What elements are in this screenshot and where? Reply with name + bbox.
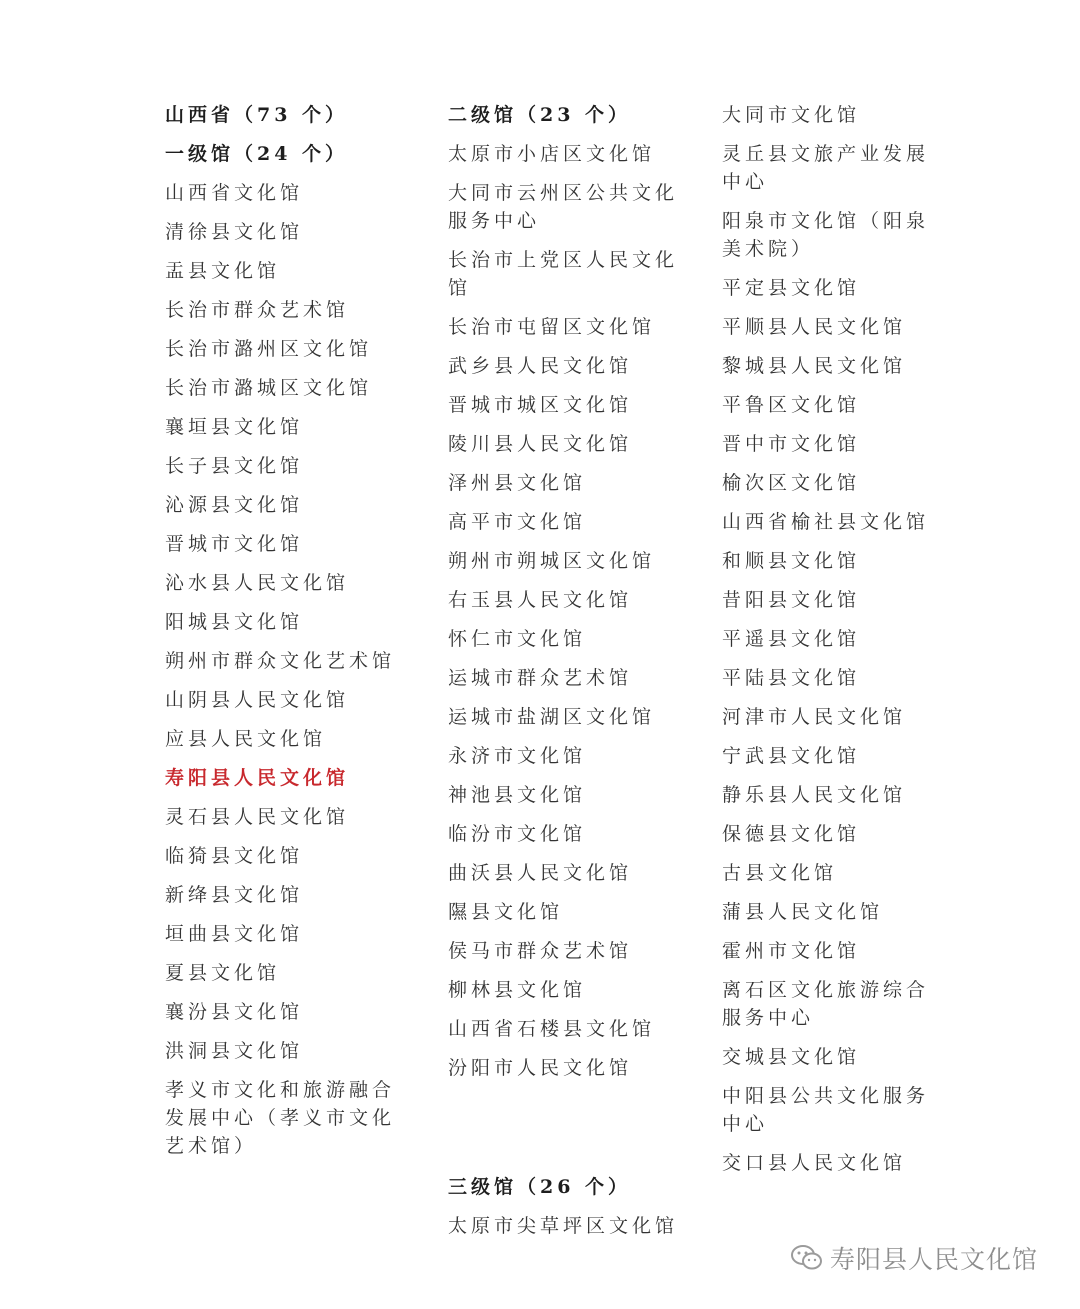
list-item: 平鲁区文化馆 <box>722 394 861 416</box>
list-item: 夏县文化馆 <box>165 962 281 984</box>
list-item: 山西省文化馆 <box>165 182 304 204</box>
list-item: 长子县文化馆 <box>165 455 304 477</box>
list-item: 孝义市文化和旅游融合发展中心（孝义市文化艺术馆） <box>165 1079 396 1157</box>
level2-list <box>448 140 678 1082</box>
list-item: 昔阳县文化馆 <box>722 589 861 611</box>
list-item: 交城县文化馆 <box>722 1046 861 1068</box>
list-item: 永济市文化馆 <box>448 745 587 767</box>
list-item: 阳泉市文化馆（阳泉美术院） <box>722 210 930 260</box>
list-item: 陵川县人民文化馆 <box>448 433 633 455</box>
level2-heading: 二级馆（23 个） <box>448 104 632 126</box>
list-item: 中阳县公共文化服务中心 <box>722 1085 930 1135</box>
wechat-icon <box>790 1243 824 1273</box>
list-item: 右玉县人民文化馆 <box>448 589 633 611</box>
list-item: 高平市文化馆 <box>448 511 587 533</box>
list-item: 晋城市文化馆 <box>165 533 304 555</box>
list-item: 运城市群众艺术馆 <box>448 667 633 689</box>
list-item: 晋中市文化馆 <box>722 433 861 455</box>
list-item: 交口县人民文化馆 <box>722 1152 907 1174</box>
list-item: 平定县文化馆 <box>722 277 861 299</box>
list-item: 临汾市文化馆 <box>448 823 587 845</box>
list-item: 晋城市城区文化馆 <box>448 394 633 416</box>
list-item: 山西省榆社县文化馆 <box>722 511 930 533</box>
list-item: 古县文化馆 <box>722 862 838 884</box>
list-item: 沁水县人民文化馆 <box>165 572 350 594</box>
level1-heading: 一级馆（24 个） <box>165 143 349 165</box>
level1-list <box>165 179 410 1160</box>
watermark-text: 寿阳县人民文化馆 <box>830 1245 1039 1274</box>
list-item: 和顺县文化馆 <box>722 550 861 572</box>
list-item: 隰县文化馆 <box>448 901 564 923</box>
list-item: 灵丘县文旅产业发展中心 <box>722 143 930 193</box>
list-item: 保德县文化馆 <box>722 823 861 845</box>
list-item: 大同市云州区公共文化服务中心 <box>448 182 679 232</box>
list-item: 泽州县文化馆 <box>448 472 587 494</box>
level2-list-continued <box>722 101 932 1177</box>
list-item: 神池县文化馆 <box>448 784 587 806</box>
list-item: 宁武县文化馆 <box>722 745 861 767</box>
province-heading: 山西省（73 个） <box>165 104 349 126</box>
list-item: 新绛县文化馆 <box>165 884 304 906</box>
list-item: 曲沃县人民文化馆 <box>448 862 633 884</box>
list-item: 侯马市群众艺术馆 <box>448 940 633 962</box>
list-item: 盂县文化馆 <box>165 260 281 282</box>
list-item: 灵石县人民文化馆 <box>165 806 350 828</box>
list-item: 太原市小店区文化馆 <box>448 143 656 165</box>
list-item: 蒲县人民文化馆 <box>722 901 884 923</box>
list-item: 大同市文化馆 <box>722 104 861 126</box>
list-item: 怀仁市文化馆 <box>448 628 587 650</box>
list-item: 襄汾县文化馆 <box>165 1001 304 1023</box>
list-item: 长治市潞城区文化馆 <box>165 377 373 399</box>
list-item: 武乡县人民文化馆 <box>448 355 633 377</box>
level3-list <box>448 1212 678 1240</box>
list-item: 榆次区文化馆 <box>722 472 861 494</box>
list-item: 长治市潞州区文化馆 <box>165 338 373 360</box>
list-item: 山西省石楼县文化馆 <box>448 1018 656 1040</box>
list-item: 长治市上党区人民文化馆 <box>448 249 679 299</box>
section-spacer <box>448 1093 678 1173</box>
list-item: 临猗县文化馆 <box>165 845 304 867</box>
list-item: 沁源县文化馆 <box>165 494 304 516</box>
list-item: 朔州市群众文化艺术馆 <box>165 650 396 672</box>
list-item: 清徐县文化馆 <box>165 221 304 243</box>
list-item: 柳林县文化馆 <box>448 979 587 1001</box>
list-item: 汾阳市人民文化馆 <box>448 1057 633 1079</box>
column-level2 <box>448 101 678 1251</box>
list-item: 平陆县文化馆 <box>722 667 861 689</box>
list-item: 黎城县人民文化馆 <box>722 355 907 377</box>
list-item: 垣曲县文化馆 <box>165 923 304 945</box>
list-item: 平遥县文化馆 <box>722 628 861 650</box>
list-item: 运城市盐湖区文化馆 <box>448 706 656 728</box>
level3-heading: 三级馆（26 个） <box>448 1176 632 1198</box>
list-item: 阳城县文化馆 <box>165 611 304 633</box>
list-item: 河津市人民文化馆 <box>722 706 907 728</box>
column-level1 <box>165 101 410 1171</box>
wechat-watermark <box>790 1240 1038 1276</box>
list-item: 霍州市文化馆 <box>722 940 861 962</box>
list-item: 太原市尖草坪区文化馆 <box>448 1215 679 1237</box>
column-level2-continued <box>722 101 932 1188</box>
list-item: 应县人民文化馆 <box>165 728 327 750</box>
list-item: 襄垣县文化馆 <box>165 416 304 438</box>
list-item: 朔州市朔城区文化馆 <box>448 550 656 572</box>
list-item: 山阴县人民文化馆 <box>165 689 350 711</box>
list-item: 长治市屯留区文化馆 <box>448 316 656 338</box>
highlighted-list-item: 寿阳县人民文化馆 <box>165 767 350 789</box>
list-item: 离石区文化旅游综合服务中心 <box>722 979 930 1029</box>
list-item: 长治市群众艺术馆 <box>165 299 350 321</box>
list-item: 静乐县人民文化馆 <box>722 784 907 806</box>
list-item: 洪洞县文化馆 <box>165 1040 304 1062</box>
list-item: 平顺县人民文化馆 <box>722 316 907 338</box>
